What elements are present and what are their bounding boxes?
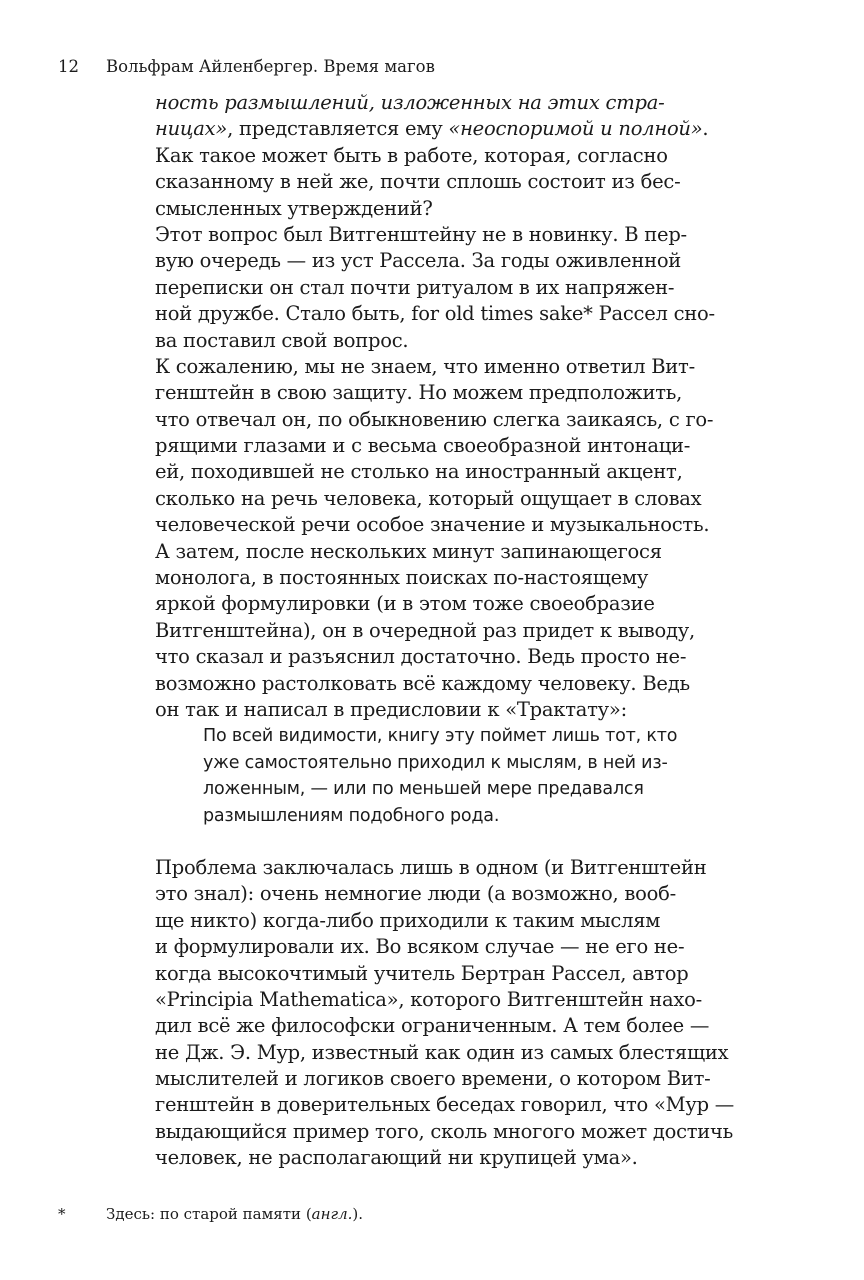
text-line: Витгенштейна), он в очередной раз придет к выводу, — [155, 618, 695, 642]
text-line: Этот вопрос был Витгенштейну не в новинку. В пер- — [155, 222, 687, 246]
text-line: переписки он стал почти ритуалом в их напряжен- — [155, 275, 675, 299]
text-line: генштейн в доверительных беседах говорил, что «Мур — — [155, 1093, 735, 1117]
footnote-mark: * — [58, 1205, 66, 1223]
paragraph-1 — [155, 90, 709, 222]
paragraph-2 — [155, 222, 715, 354]
text-line: возможно растолковать всё каждому человеку. Ведь — [155, 671, 690, 695]
text-line: генштейн в свою защиту. Но можем предположить, — [155, 381, 683, 405]
text-line: сколько на речь человека, который ощущает в словах — [155, 486, 702, 510]
italic-segment: ницах» — [155, 117, 228, 141]
text-line: ной дружбе. Стало быть, for old times sake* Рассел сно- — [155, 302, 715, 326]
text-line: ще никто) когда-либо приходили к таким мыслям — [155, 908, 661, 932]
text-segment: Как такое может быть в работе, которая, согласно — [155, 143, 668, 167]
text-segment: . — [702, 117, 709, 141]
text-line: человеческой речи особое значение и музыкальность. — [155, 513, 710, 537]
text-line: уже самостоятельно приходил к мыслям, в ней из- — [203, 752, 668, 773]
running-head — [58, 56, 435, 78]
text-line: он так и написал в предисловии к «Трактату»: — [155, 697, 627, 721]
page-number: 12 — [58, 57, 79, 76]
text-line: А затем, после нескольких минут запинающегося — [155, 539, 662, 563]
text-line — [155, 196, 693, 222]
text-line: «Principia Mathematica», которого Витгенштейн нахо- — [155, 987, 703, 1011]
text-segment: сказанному в ней же, почти сплошь состоит из бес- — [155, 170, 681, 194]
text-line: когда высокочтимый учитель Бертран Рассел, автор — [155, 961, 689, 985]
text-line: вую очередь — из уст Рассела. За годы оживленной — [155, 249, 682, 273]
text-line: Проблема заключалась лишь в одном (и Витгенштейн — [155, 855, 707, 879]
running-title: Вольфрам Айленбергер. Время магов — [106, 57, 435, 76]
footnote-text-after: ). — [352, 1205, 364, 1223]
footnote-text-before: Здесь: по старой памяти ( — [106, 1205, 312, 1223]
text-line: монолога, в постоянных поисках по-настоящему — [155, 566, 649, 590]
text-line: ва поставил свой вопрос. — [155, 328, 409, 352]
italic-segment: «неоспоримой и полной» — [448, 117, 703, 141]
main-text — [155, 90, 735, 1172]
text-line: не Дж. Э. Мур, известный как один из самых блестящих — [155, 1040, 729, 1064]
text-line: размышлениям подобного рода. — [203, 805, 500, 826]
quote-spacing — [155, 829, 693, 855]
text-line — [155, 143, 693, 169]
text-line: дил всё же философски ограниченным. А тем более — — [155, 1014, 710, 1038]
text-line: мыслителей и логиков своего времени, о котором Вит- — [155, 1067, 711, 1091]
italic-segment: ность размышлений, изложенных на этих стра- — [155, 91, 665, 114]
text-line: По всей видимости, книгу эту поймет лишь тот, кто — [203, 726, 678, 747]
paragraph-4 — [155, 855, 735, 1172]
text-line — [155, 90, 693, 116]
text-line: выдающийся пример того, сколь многого может достичь — [155, 1119, 734, 1143]
block-quote — [203, 723, 693, 829]
text-line: яркой формулировки (и в этом тоже своеобразие — [155, 592, 655, 616]
text-line: что сказал и разъяснил достаточно. Ведь просто не- — [155, 645, 687, 669]
footnote — [58, 1204, 363, 1224]
text-line — [155, 116, 709, 142]
text-line: ей, походившей не столько на иностранный акцент, — [155, 460, 683, 484]
text-segment: смысленных утверждений? — [155, 196, 433, 220]
text-line: ложенным, — или по меньшей мере предавался — [203, 779, 644, 800]
text-line: это знал): очень немногие люди (а возможно, вооб- — [155, 882, 676, 906]
text-line — [155, 169, 693, 195]
text-line: что отвечал он, по обыкновению слегка заикаясь, с го- — [155, 407, 714, 431]
text-line: и формулировали их. Во всяком случае — не его не- — [155, 935, 685, 959]
footnote-text-italic: англ. — [311, 1205, 353, 1223]
text-line: человек, не располагающий ни крупицей ума». — [155, 1146, 638, 1170]
text-segment: , представляется ему — [227, 117, 449, 141]
text-line: рящими глазами и с весьма своеобразной интонаци- — [155, 434, 691, 458]
paragraph-3 — [155, 354, 714, 723]
text-line: К сожалению, мы не знаем, что именно ответил Вит- — [155, 354, 695, 378]
